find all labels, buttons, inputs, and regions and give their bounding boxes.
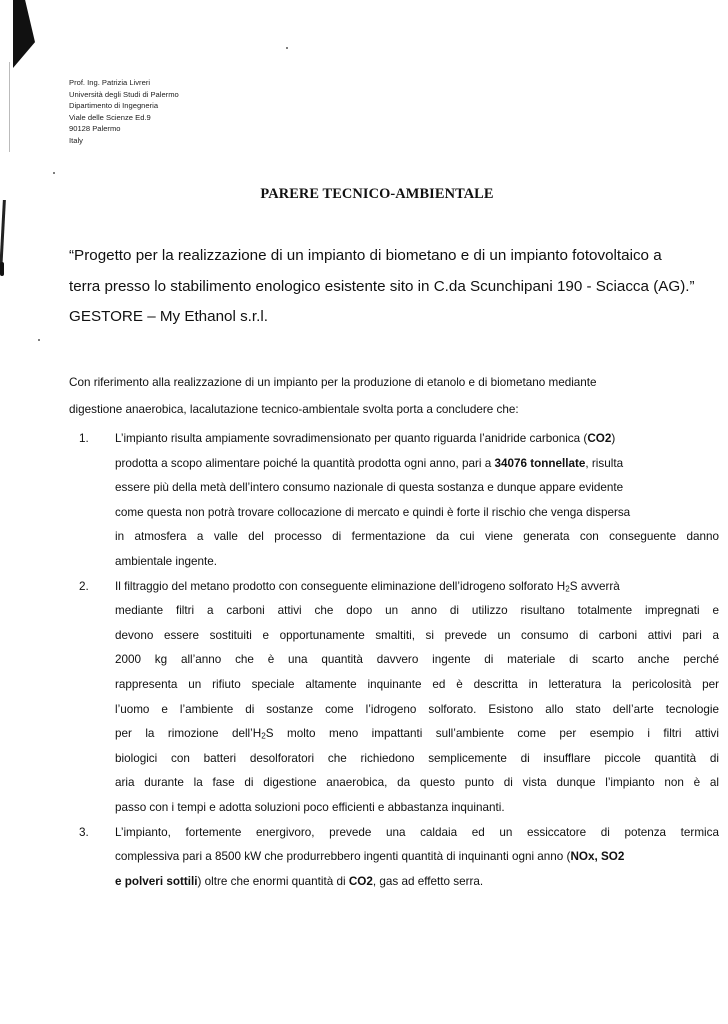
text-run: ) [611, 432, 616, 445]
text-run: per la rimozione dell’H [115, 727, 262, 741]
scan-artifact-wedge [13, 0, 35, 68]
point-line: l’uomo e l’ambiente di sostanze come l’idrogeno solforato. Esistono allo stato dell’arte tecnologie [115, 702, 719, 716]
point-1 [69, 427, 719, 575]
sender-name: Prof. Ing. Patrizia Livreri [69, 78, 151, 87]
scan-artifact-blob [0, 262, 4, 276]
text-run: L’impianto risulta ampiamente sovradimensionato per quanto riguarda l’anidride carbonica ( [115, 432, 588, 445]
point-number: 3. [79, 825, 89, 839]
sender-country: Italy [69, 135, 83, 145]
project-operator: GESTORE – My Ethanol s.r.l. [69, 308, 268, 325]
point-line: devono essere sostituiti e opportunamente smaltiti, si prevede un consumo di carboni attivi pari a [115, 628, 719, 642]
point-line [115, 575, 719, 600]
point-number: 1. [79, 432, 89, 445]
scan-artifact-dot [38, 339, 40, 341]
sender-address-block [69, 77, 179, 147]
point-line [115, 722, 719, 747]
document-title: PARERE TECNICO-AMBIENTALE [260, 186, 494, 202]
project-line: terra presso lo stabilimento enologico esistente sito in C.da Scunchipani 190 - Sciacca (AG).” [69, 277, 695, 295]
text-run: prodotta a scopo alimentare poiché la quantità prodotta ogni anno, pari a [115, 456, 495, 470]
bold-run: e polveri sottili [115, 874, 198, 888]
point-line: in atmosfera a valle del processo di fermentazione da cui viene generata con conseguente danno [115, 530, 719, 544]
intro-line: Con riferimento alla realizzazione di un impianto per la produzione di etanolo e di biometano mediante [69, 376, 597, 389]
intro-line: digestione anaerobica, lacalutazione tecnico-ambientale svolta porta a concludere che: [69, 402, 519, 416]
text-run: , risulta [585, 456, 624, 470]
point-line: essere più della metà dell’intero consumo nazionale di questa sostanza e dunque appare evidente [115, 481, 624, 495]
bold-run: NOx, SO2 [570, 850, 625, 864]
bold-run: CO2 [348, 874, 373, 888]
point-3 [69, 821, 719, 895]
point-line: rappresenta un rifiuto speciale altamente inquinante ed è descritta in letteratura la pericolosità per [115, 677, 719, 691]
subscript: 2 [565, 584, 570, 594]
scan-artifact-dot [286, 47, 288, 49]
sender-street: Viale delle Scienze Ed.9 [69, 112, 151, 122]
text-run: complessiva pari a 8500 kW che produrrebbero ingenti quantità di inquinanti ogni anno ( [115, 850, 571, 864]
text-run: S molto meno impattanti sull’ambiente come per esempio i filtri attivi [265, 727, 719, 741]
sender-city: 90128 Palermo [69, 124, 121, 134]
sender-university: Università degli Studi di Palermo [69, 89, 179, 99]
text-run: S avverrà [569, 579, 620, 593]
intro-paragraph [69, 370, 719, 423]
numbered-points-list [69, 427, 719, 894]
sender-department: Dipartimento di Ingegneria [69, 101, 159, 111]
point-line [115, 452, 719, 477]
point-line: 2000 kg all’anno che è una quantità davvero ingente di materiale di scarto anche perché [115, 653, 719, 667]
text-run: Il filtraggio del metano prodotto con conseguente eliminazione dell’idrogeno solforato H [115, 579, 566, 593]
bold-run: 34076 tonnellate [494, 456, 586, 470]
scan-artifact-faint-line [9, 62, 10, 152]
text-run: , gas ad effetto serra. [372, 874, 484, 888]
scan-artifact-dot [53, 172, 55, 174]
project-line: “Progetto per la realizzazione di un impianto di biometano e di un impianto fotovoltaico a [69, 247, 662, 264]
text-run: ) oltre che enormi quantità di [197, 874, 349, 888]
bold-run: CO2 [587, 432, 612, 445]
project-description [69, 241, 719, 333]
point-number: 2. [79, 579, 89, 593]
point-line [115, 845, 719, 870]
point-line: aria durante la fase di digestione anaerobica, da questo punto di vista dunque l’impianto non è al [115, 776, 719, 790]
point-line: passo con i tempi e adotta soluzioni poco efficienti e abbastanza inquinanti. [115, 800, 505, 814]
point-line: mediante filtri a carboni attivi che dopo un anno di utilizzo risultano totalmente impregnati e [115, 604, 719, 618]
point-line: L’impianto, fortemente energivoro, prevede una caldaia ed un essiccatore di potenza termica [115, 825, 719, 839]
point-line [115, 427, 719, 452]
point-line: ambientale ingente. [115, 554, 218, 568]
point-2 [69, 575, 719, 821]
point-line [115, 870, 719, 895]
point-line: biologici con batteri desolforatori che richiedono semplicemente di insufflare piccole quantità di [115, 751, 719, 765]
subscript: 2 [261, 731, 266, 741]
point-line: come questa non potrà trovare collocazione di mercato e quindi è forte il rischio che venga dispersa [115, 505, 631, 519]
